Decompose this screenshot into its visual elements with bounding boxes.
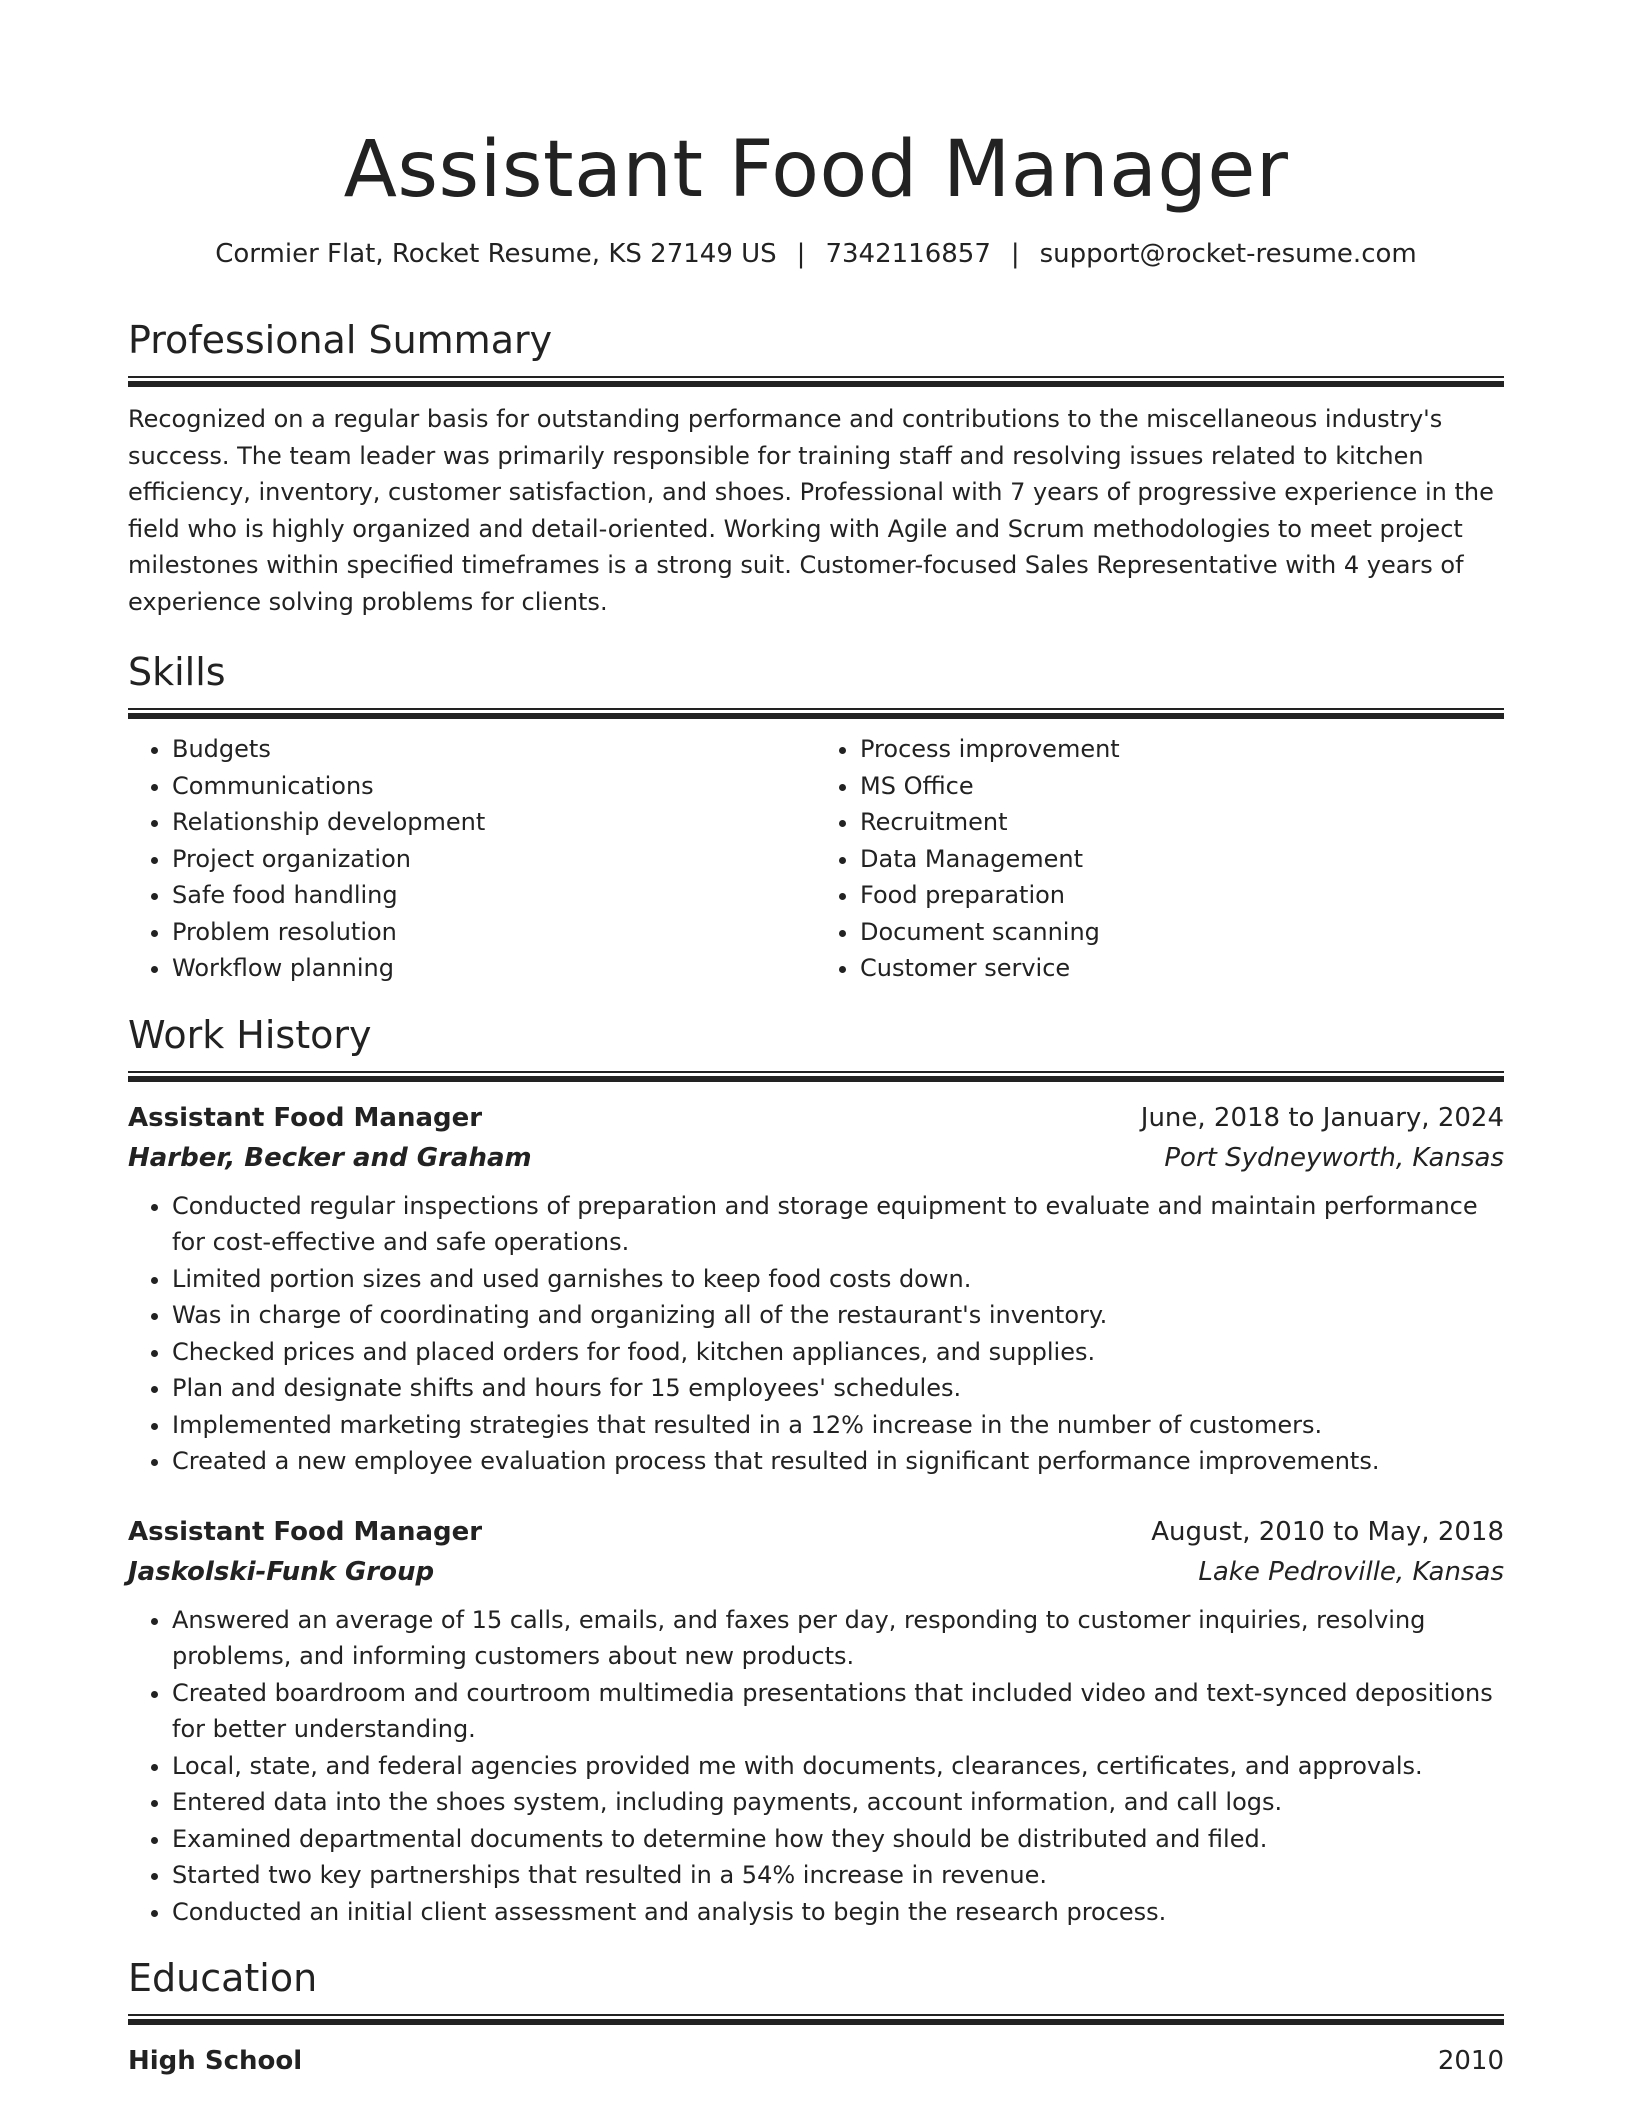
- job-bullet: • Started two key partnerships that resulted in a 54% increase in revenue.: [172, 1857, 1504, 1894]
- section-title-education: Education: [128, 1956, 318, 2000]
- skill-item: • Communications: [172, 768, 816, 805]
- job-company: Jaskolski-Funk Group: [128, 1556, 435, 1587]
- job-location: Lake Pedroville, Kansas: [1198, 1556, 1504, 1587]
- skill-item: • Problem resolution: [172, 914, 816, 951]
- education-year: 2010: [1437, 2046, 1504, 2076]
- contact-address: Cormier Flat, Rocket Resume, KS 27149 US: [215, 239, 777, 269]
- job-bullets: [128, 1188, 1504, 1480]
- job-entry: [128, 1098, 1504, 1480]
- education-entry: [128, 2041, 1504, 2081]
- job-bullet: • Was in charge of coordinating and organizing all of the restaurant's inventory.: [172, 1297, 1504, 1334]
- skill-item: • Process improvement: [860, 731, 1504, 768]
- skill-item: • MS Office: [860, 768, 1504, 805]
- skill-item: • Project organization: [172, 841, 816, 878]
- summary-section: [128, 316, 1504, 620]
- contact-phone: 7342116857: [825, 239, 991, 269]
- job-company: Harber, Becker and Graham: [128, 1142, 532, 1173]
- contact-separator: |: [1010, 239, 1020, 269]
- resume-title: Assistant Food Manager: [343, 125, 1289, 215]
- education-section: [128, 1954, 1504, 2081]
- job-header-row: [128, 1098, 1504, 1138]
- job-header-row: [128, 1512, 1504, 1552]
- job-bullets: [128, 1602, 1504, 1931]
- contact-separator: |: [796, 239, 806, 269]
- skill-item: • Workflow planning: [172, 950, 816, 987]
- section-title-summary: Professional Summary: [128, 318, 553, 362]
- skill-item: • Data Management: [860, 841, 1504, 878]
- job-subheader-row: [128, 1552, 1504, 1592]
- contact-line: [128, 238, 1504, 270]
- resume-page: [128, 0, 1504, 2081]
- job-title: Assistant Food Manager: [128, 1516, 483, 1547]
- job-bullet: • Limited portion sizes and used garnishes to keep food costs down.: [172, 1261, 1504, 1298]
- job-bullet: • Conducted regular inspections of preparation and storage equipment to evaluate and maintain performance for cost-effective and safe operations.: [172, 1188, 1504, 1261]
- job-title: Assistant Food Manager: [128, 1102, 483, 1133]
- skills-section: [128, 648, 1504, 987]
- section-divider: [128, 1071, 1504, 1082]
- job-bullet: • Examined departmental documents to determine how they should be distributed and filed.: [172, 1821, 1504, 1858]
- job-bullet: • Local, state, and federal agencies provided me with documents, clearances, certificates, and approvals.: [172, 1748, 1504, 1785]
- job-bullet: • Implemented marketing strategies that resulted in a 12% increase in the number of customers.: [172, 1407, 1504, 1444]
- job-bullet: • Plan and designate shifts and hours for 15 employees' schedules.: [172, 1370, 1504, 1407]
- job-subheader-row: [128, 1138, 1504, 1178]
- job-bullet: • Checked prices and placed orders for food, kitchen appliances, and supplies.: [172, 1334, 1504, 1371]
- skill-item: • Relationship development: [172, 804, 816, 841]
- skill-item: • Budgets: [172, 731, 816, 768]
- contact-email: support@rocket-resume.com: [1039, 239, 1417, 269]
- skill-item: • Food preparation: [860, 877, 1504, 914]
- skill-item: • Safe food handling: [172, 877, 816, 914]
- skills-grid: [128, 731, 1504, 987]
- skill-item: • Document scanning: [860, 914, 1504, 951]
- job-bullet: • Created a new employee evaluation process that resulted in significant performance improvements.: [172, 1443, 1504, 1480]
- skill-item: • Customer service: [860, 950, 1504, 987]
- job-dates: August, 2010 to May, 2018: [1151, 1516, 1504, 1547]
- section-divider: [128, 2014, 1504, 2025]
- education-degree: High School: [128, 2046, 303, 2076]
- skills-list-right: [816, 731, 1504, 987]
- section-divider: [128, 376, 1504, 387]
- skill-item: • Recruitment: [860, 804, 1504, 841]
- work-history-section: [128, 1011, 1504, 1931]
- section-divider: [128, 708, 1504, 719]
- job-bullet: • Answered an average of 15 calls, emails, and faxes per day, responding to customer inquiries, resolving problems, and informing customers about new products.: [172, 1602, 1504, 1675]
- job-dates: June, 2018 to January, 2024: [1140, 1102, 1504, 1133]
- education-header-row: [128, 2041, 1504, 2081]
- summary-text: Recognized on a regular basis for outstanding performance and contributions to the miscellaneous industry's success. The team leader was primarily responsible for training staff and resolving issues related to kitchen efficiency, inventory, customer satisfaction, and shoes. Professional with 7 years of progressive experience in the field who is highly organized and detail-oriented. Working with Agile and Scrum methodologies to meet project milestones within specified timeframes is a strong suit. Customer-focused Sales Representative with 4 years of experience solving problems for clients.: [128, 405, 1494, 616]
- section-title-work-history: Work History: [128, 1012, 372, 1057]
- job-bullet: • Created boardroom and courtroom multimedia presentations that included video and text-synced depositions for better understanding.: [172, 1675, 1504, 1748]
- skills-list-left: [128, 731, 816, 987]
- job-entry: [128, 1512, 1504, 1931]
- job-bullet: • Entered data into the shoes system, including payments, account information, and call logs.: [172, 1784, 1504, 1821]
- section-title-skills: Skills: [128, 650, 226, 694]
- job-location: Port Sydneyworth, Kansas: [1164, 1142, 1504, 1173]
- job-bullet: • Conducted an initial client assessment and analysis to begin the research process.: [172, 1894, 1504, 1931]
